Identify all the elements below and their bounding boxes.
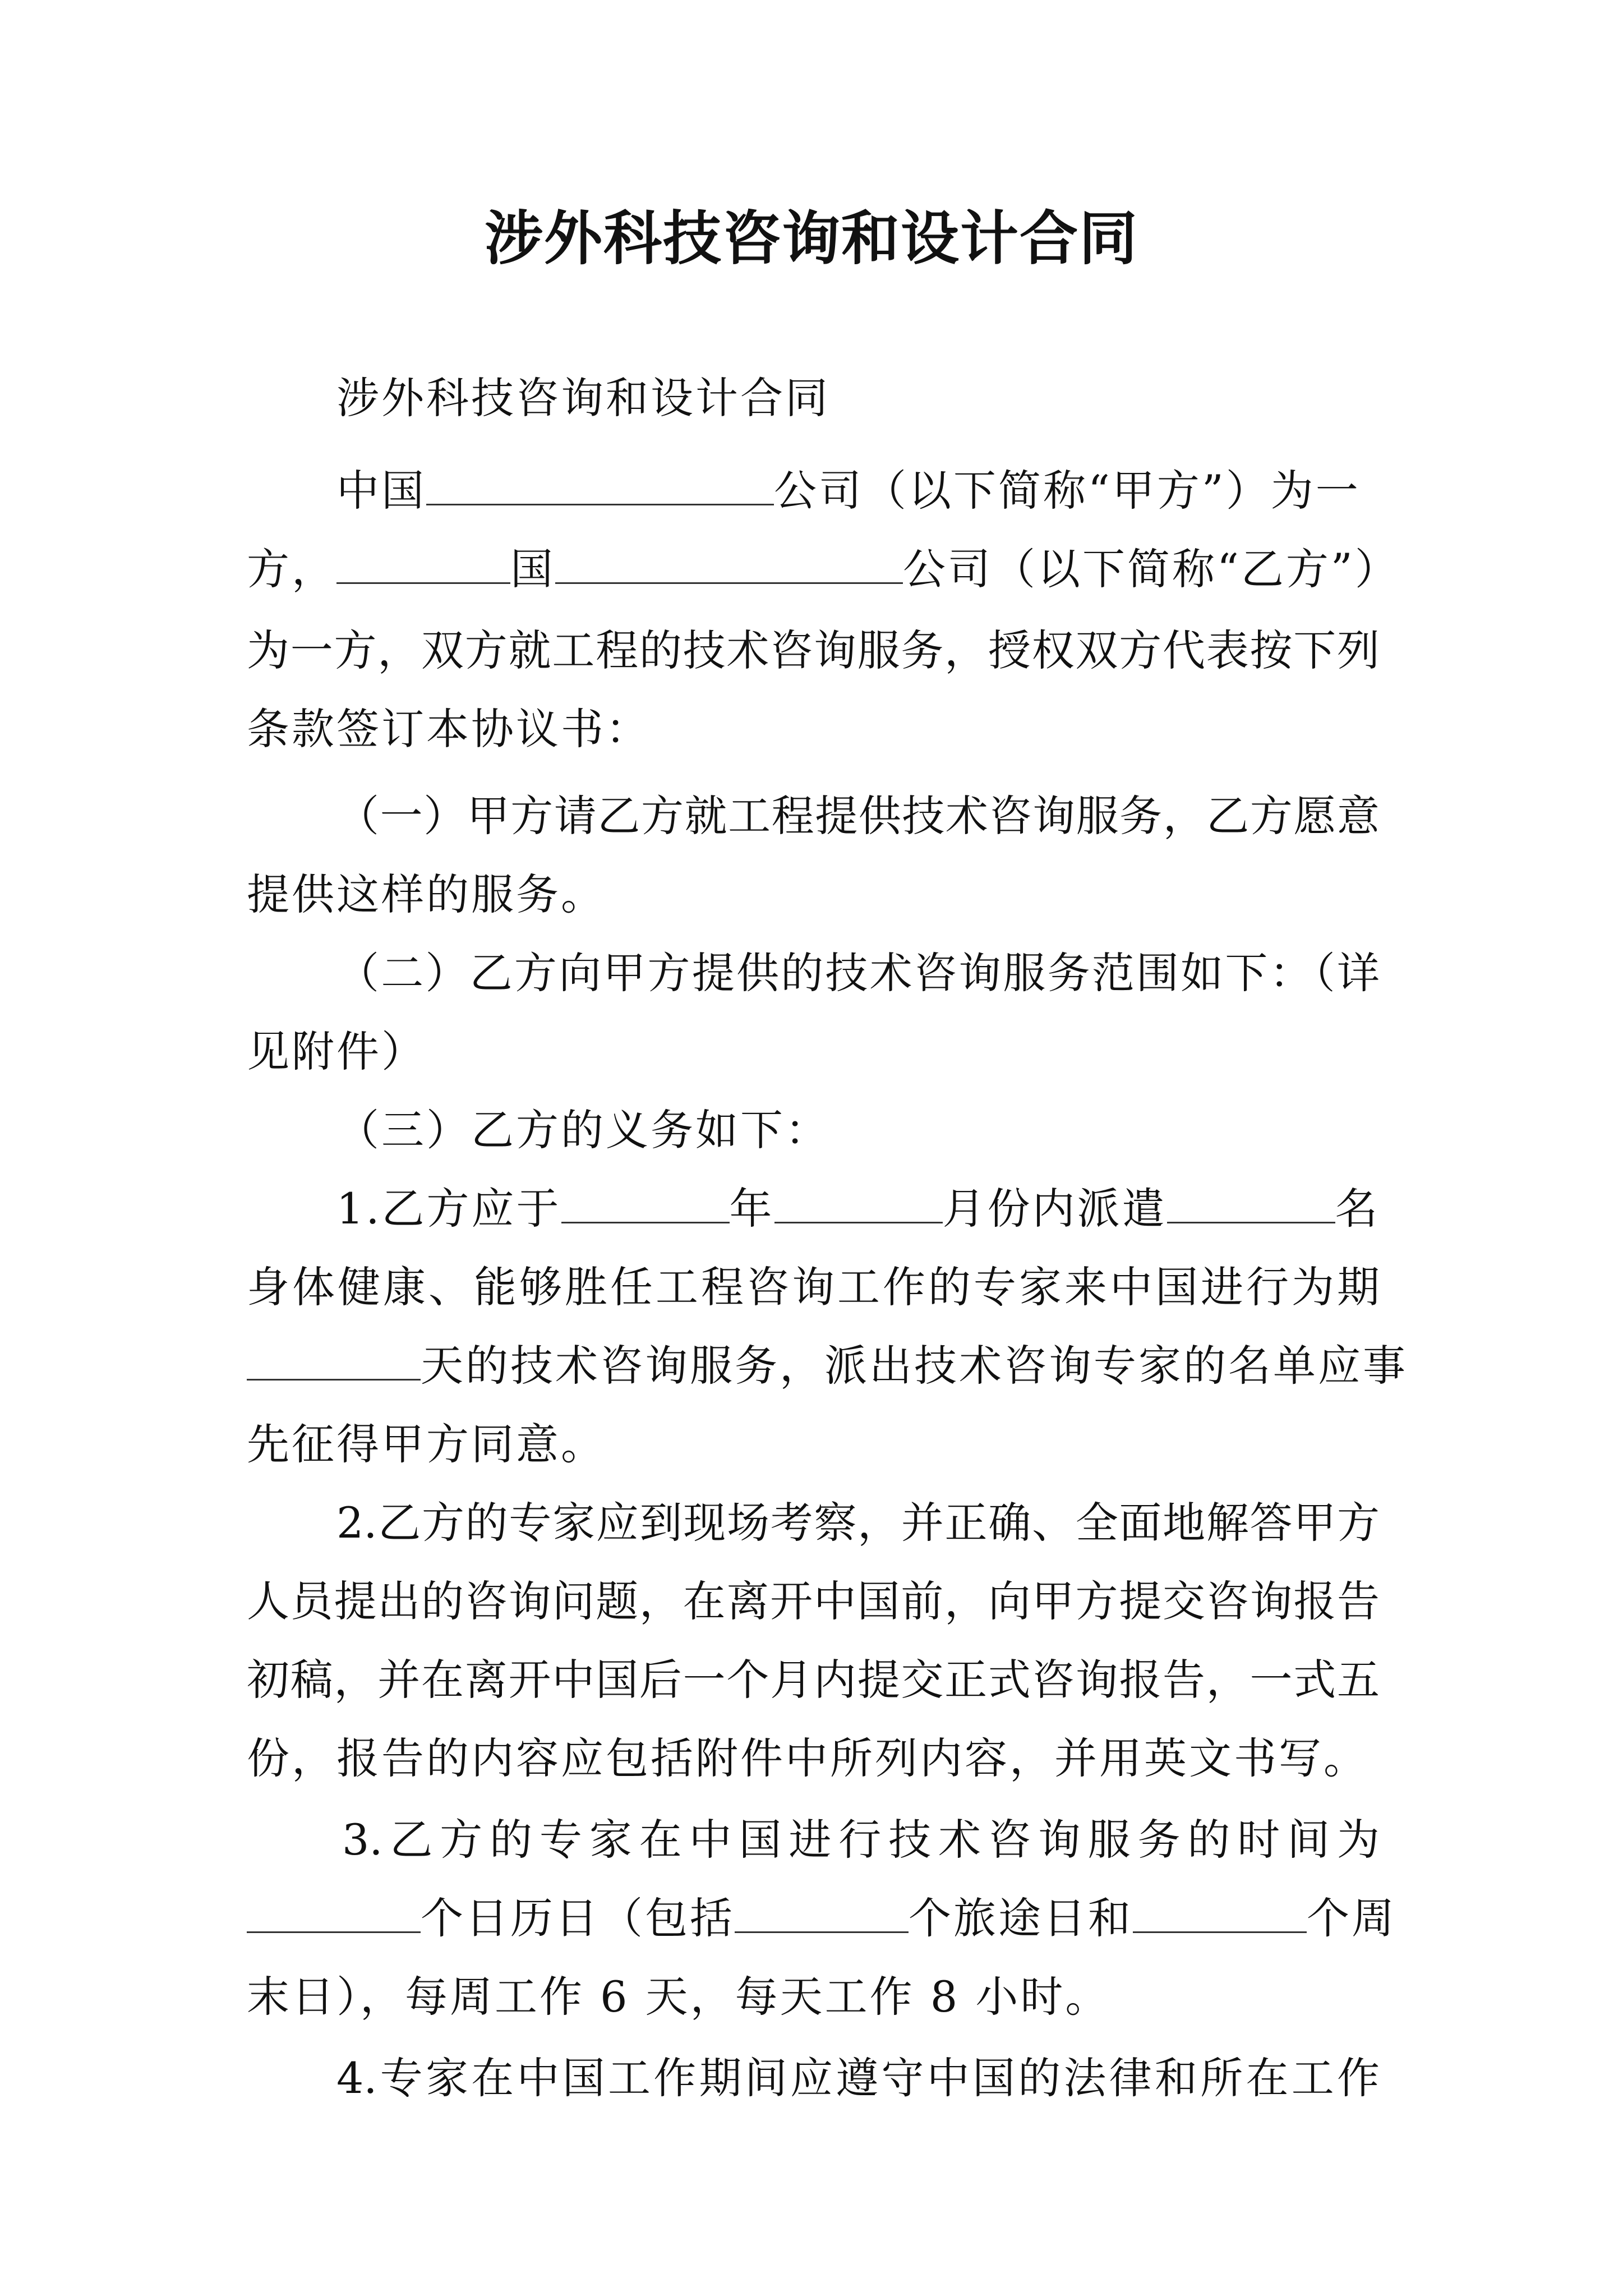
paragraph-line: 提供这样的服务。 — [247, 869, 606, 919]
text-segment: 名 — [1335, 1184, 1380, 1234]
paragraph-line: 见附件） — [247, 1027, 426, 1076]
text-segment: 1.乙方应于 — [336, 1184, 561, 1234]
paragraph-line — [336, 460, 1380, 522]
paragraph-line — [247, 1335, 1408, 1397]
paragraph-line — [336, 1178, 1380, 1240]
paragraph-line — [247, 539, 1400, 600]
text-segment: 个周 — [1307, 1893, 1396, 1943]
paragraph-line: 份，报告的内容应包括附件中所列内容，并用英文书写。 — [247, 1733, 1368, 1783]
text-segment: 中国 — [336, 466, 426, 516]
paragraph-line: 末日），每周工作 6 天，每天工作 8 小时。 — [247, 1972, 1110, 2022]
paragraph-line: 先征得甲方同意。 — [247, 1419, 606, 1469]
fill-in-blank — [774, 1182, 943, 1223]
text-segment: 公司（以下简称“乙方”） — [903, 544, 1400, 594]
fill-in-blank — [1167, 1182, 1335, 1223]
paragraph-line: 4.专家在中国工作期间应遵守中国的法律和所在工作 — [336, 2053, 1380, 2103]
paragraph-line: 身体健康、能够胜任工程咨询工作的专家来中国进行为期 — [247, 1262, 1380, 1312]
paragraph-line: （三）乙方的义务如下： — [336, 1105, 830, 1155]
paragraph-line: 3.乙方的专家在中国进行技术咨询服务的时间为 — [342, 1815, 1380, 1865]
fill-in-blank — [561, 1182, 730, 1223]
text-segment: 公司（以下简称“甲方”）为一 — [774, 466, 1361, 516]
paragraph-line: 人员提出的咨询问题，在离开中国前，向甲方提交咨询报告 — [247, 1576, 1380, 1626]
paragraph-line — [247, 1888, 1396, 1949]
paragraph-line: 2.乙方的专家应到现场考察，并正确、全面地解答甲方 — [336, 1498, 1380, 1548]
paragraph-line: （二）乙方向甲方提供的技术咨询服务范围如下：（详 — [336, 948, 1380, 998]
fill-in-blank — [735, 1892, 909, 1933]
document-title: 涉外科技咨询和设计合同 — [484, 204, 1138, 273]
fill-in-blank — [247, 1892, 421, 1933]
text-segment: 个旅途日和 — [909, 1893, 1133, 1943]
text-segment: 年 — [729, 1184, 774, 1234]
paragraph-line: （一）甲方请乙方就工程提供技术咨询服务，乙方愿意 — [336, 791, 1380, 841]
text-segment: 天的技术咨询服务，派出技术咨询专家的名单应事 — [421, 1341, 1408, 1391]
paragraph-line: 为一方，双方就工程的技术咨询服务，授权双方代表按下列 — [247, 625, 1380, 675]
fill-in-blank — [1133, 1892, 1307, 1933]
paragraph-line: 条款签订本协议书： — [247, 704, 651, 754]
fill-in-blank — [247, 1340, 421, 1381]
text-segment: 月份内派遣 — [942, 1184, 1167, 1234]
paragraph-line: 初稿，并在离开中国后一个月内提交正式咨询报告，一式五 — [247, 1655, 1380, 1705]
fill-in-blank — [336, 543, 510, 584]
fill-in-blank — [555, 543, 903, 584]
text-segment: 个日历日（包括 — [421, 1893, 735, 1943]
text-segment: 方， — [247, 544, 336, 594]
fill-in-blank — [426, 464, 774, 505]
text-segment: 国 — [510, 544, 555, 594]
paragraph-line: 涉外科技咨询和设计合同 — [336, 373, 830, 423]
